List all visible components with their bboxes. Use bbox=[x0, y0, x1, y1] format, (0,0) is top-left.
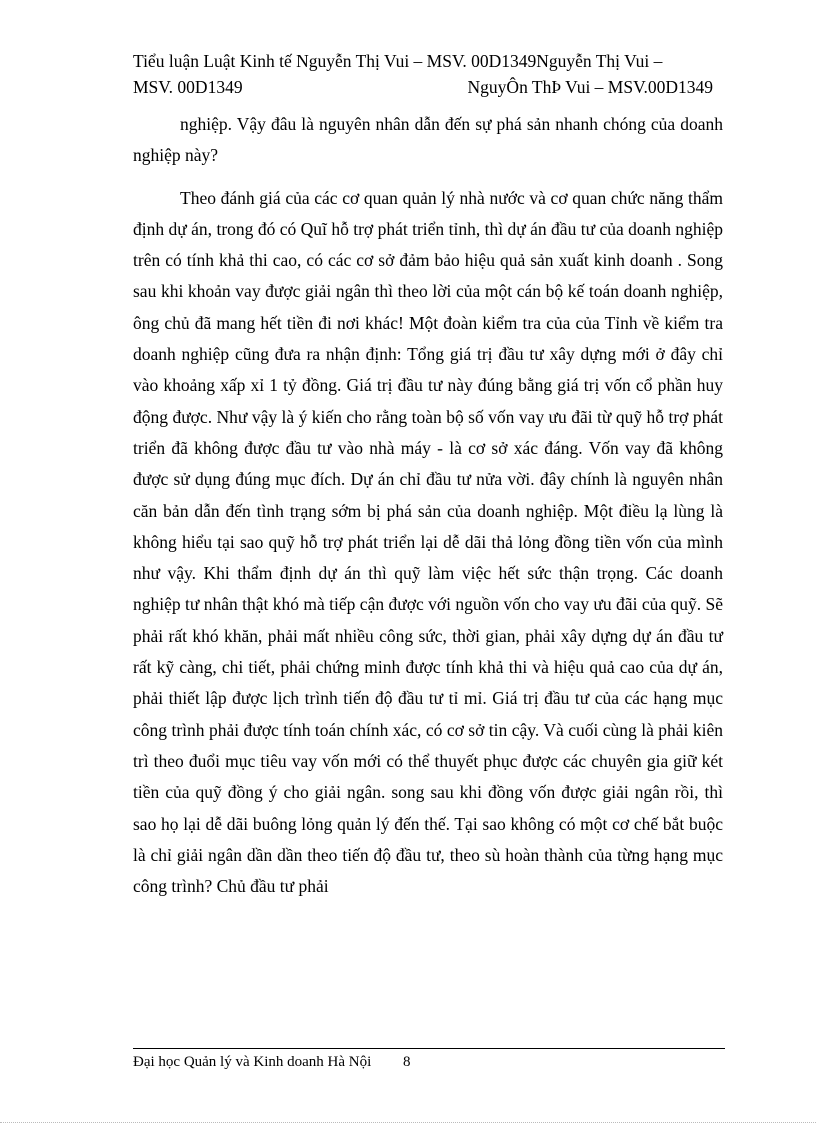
body-paragraph-2: Theo đánh giá của các cơ quan quản lý nhà nước và cơ quan chức năng thẩm định dự án, trong đó có Quĩ hỗ trợ phát triển tỉnh, thì dự án đầu tư của doanh nghiệp trên có tính khả thi cao, có các cơ sở đảm bảo hiệu quả sản xuất kinh doanh . Song sau khi khoản vay được giải ngân thì theo lời của một cán bộ kế toán doanh nghiệp, ông chủ đã mang hết tiền đi nơi khác! Một đoàn kiểm tra của của Tỉnh về kiểm tra doanh nghiệp cũng đưa ra nhận định: Tổng giá trị đầu tư xây dựng mới ở đây chỉ vào khoảng xấp xỉ 1 tỷ đồng. Giá trị đầu tư này đúng bằng giá trị vốn cổ phần huy động được. Như vậy là ý kiến cho rằng toàn bộ số vốn vay ưu đãi từ quỹ hỗ trợ phát triển đã không được đầu tư vào nhà máy - là cơ sở xác đáng. Vốn vay đã không được sử dụng đúng mục đích. Dự án chỉ đầu tư nửa vời. đây chính là nguyên nhân căn bản dẫn đến tình trạng sớm bị phá sản của doanh nghiệp. Một điều lạ lùng là không hiểu tại sao quỹ hỗ trợ phát triển lại dễ dãi thả lỏng đồng tiền vốn của mình như vậy. Khi thẩm định dự án thì quỹ làm việc hết sức thận trọng. Các doanh nghiệp tư nhân thật khó mà tiếp cận được với nguồn vốn cho vay ưu đãi của quỹ. Sẽ phải rất khó khăn, phải mất nhiều công sức, thời gian, phải xây dựng dự án đầu tư rất kỹ càng, chi tiết, phải chứng minh được tính khả thi và hiệu quả cao của dự án, phải thiết lập được lịch trình tiến độ đầu tư tỉ mỉ. Giá trị đầu tư của các hạng mục công trình phải được tính toán chính xác, có cơ sở tin cậy. Và cuối cùng là phải kiên trì theo đuổi mục tiêu vay vốn mới có thể thuyết phục được các chuyên gia giữ két tiền của quỹ đồng ý cho giải ngân. song sau khi đồng vốn được giải ngân rồi, thì sao họ lại dễ dãi buông lỏng quản lý đến thế. Tại sao không có một cơ chế bắt buộc là chỉ giải ngân dần dần theo tiến độ đầu tư, theo sù hoàn thành của từng hạng mục công trình? Chủ đầu tư phải bbox=[133, 187, 723, 897]
header-student-id: MSV. 00D1349 bbox=[133, 77, 243, 97]
header-author-legacy-font: NguyÔn ThÞ Vui – MSV.00D1349 bbox=[467, 77, 713, 97]
page-footer bbox=[133, 1052, 411, 1072]
page-header bbox=[133, 48, 723, 100]
footer-divider bbox=[133, 1048, 725, 1049]
footer-institution: Đại học Quản lý và Kinh doanh Hà Nội bbox=[133, 1054, 372, 1070]
body-paragraph-1: nghiệp. Vậy đâu là nguyên nhân dẫn đến sự phá sản nhanh chóng của doanh nghiệp này? bbox=[133, 114, 723, 166]
document-body bbox=[133, 109, 723, 902]
header-second-line bbox=[133, 74, 723, 100]
header-title-line: Tiểu luận Luật Kinh tế Nguyễn Thị Vui – MSV. 00D1349Nguyễn Thị Vui – bbox=[133, 51, 663, 71]
page-number: 8 bbox=[403, 1054, 411, 1070]
